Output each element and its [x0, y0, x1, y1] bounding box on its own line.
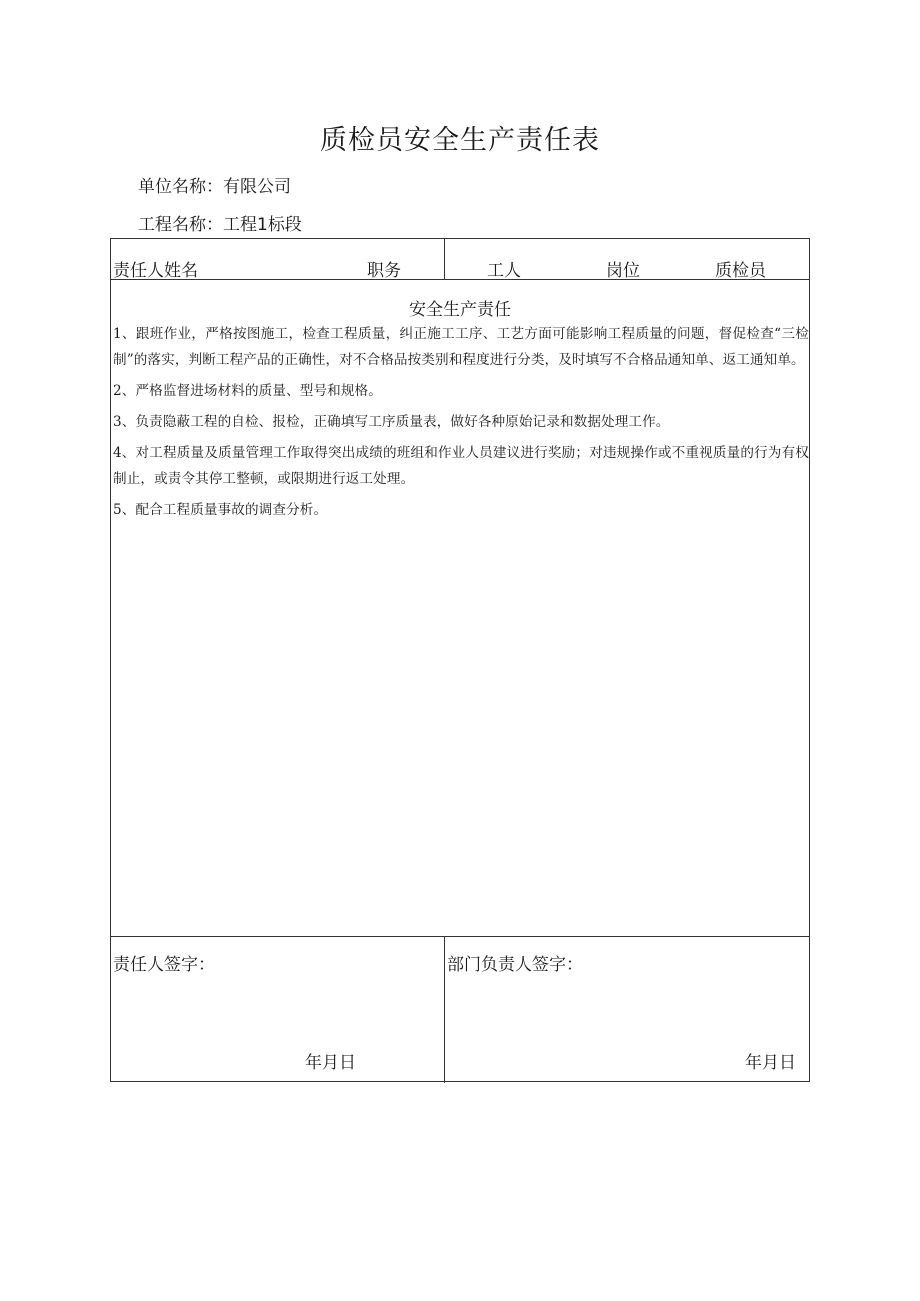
duty-item: 4、对工程质量及质量管理工作取得突出成绩的班组和作业人员建议进行奖励；对违规操作或不重视质量的行为有权制止，或责令其停工整顿，或限期进行返工处理。 [113, 445, 809, 487]
duties-list [113, 321, 809, 528]
section-title: 安全生产责任 [409, 300, 511, 320]
divider [444, 239, 445, 279]
duty-item: 3、负责隐蔽工程的自检、报检，正确填写工序质量表，做好各种原始记录和数据处理工作。 [113, 414, 670, 430]
post-label: 岗位 [606, 261, 640, 281]
duty-item: 2、严格监督进场材料的质量、型号和规格。 [113, 383, 382, 399]
post-value: 质检员 [715, 261, 766, 281]
project-name-value: 工程1标段 [223, 215, 302, 235]
unit-name-label: 单位名称： [138, 177, 223, 197]
unit-name-value: 有限公司 [223, 177, 291, 197]
unit-name-row [138, 172, 291, 197]
responsible-signature-label: 责任人签字： [113, 955, 215, 975]
project-name-row [138, 210, 302, 235]
page-title: 质检员安全生产责任表 [320, 125, 600, 156]
divider [111, 936, 809, 937]
duty-item: 5、配合工程质量事故的调查分析。 [113, 502, 328, 518]
divider [444, 936, 445, 1083]
duty-value: 工人 [487, 261, 521, 281]
responsibility-form [110, 238, 810, 1082]
duty-label: 职务 [367, 261, 401, 281]
project-name-label: 工程名称： [138, 215, 223, 235]
department-signature-label: 部门负责人签字： [447, 955, 583, 975]
responsible-signature-date: 年月日 [305, 1053, 356, 1073]
responsible-name-label: 责任人姓名 [113, 261, 198, 281]
divider [111, 279, 809, 280]
department-signature-date: 年月日 [745, 1053, 796, 1073]
duty-item: 1、跟班作业，严格按图施工，检查工程质量，纠正施工工序、工艺方面可能影响工程质量的问题，督促检查“三检制”的落实，判断工程产品的正确性，对不合格品按类别和程度进行分类，及时填写不合格品通知单、返工通知单。 [113, 326, 809, 368]
